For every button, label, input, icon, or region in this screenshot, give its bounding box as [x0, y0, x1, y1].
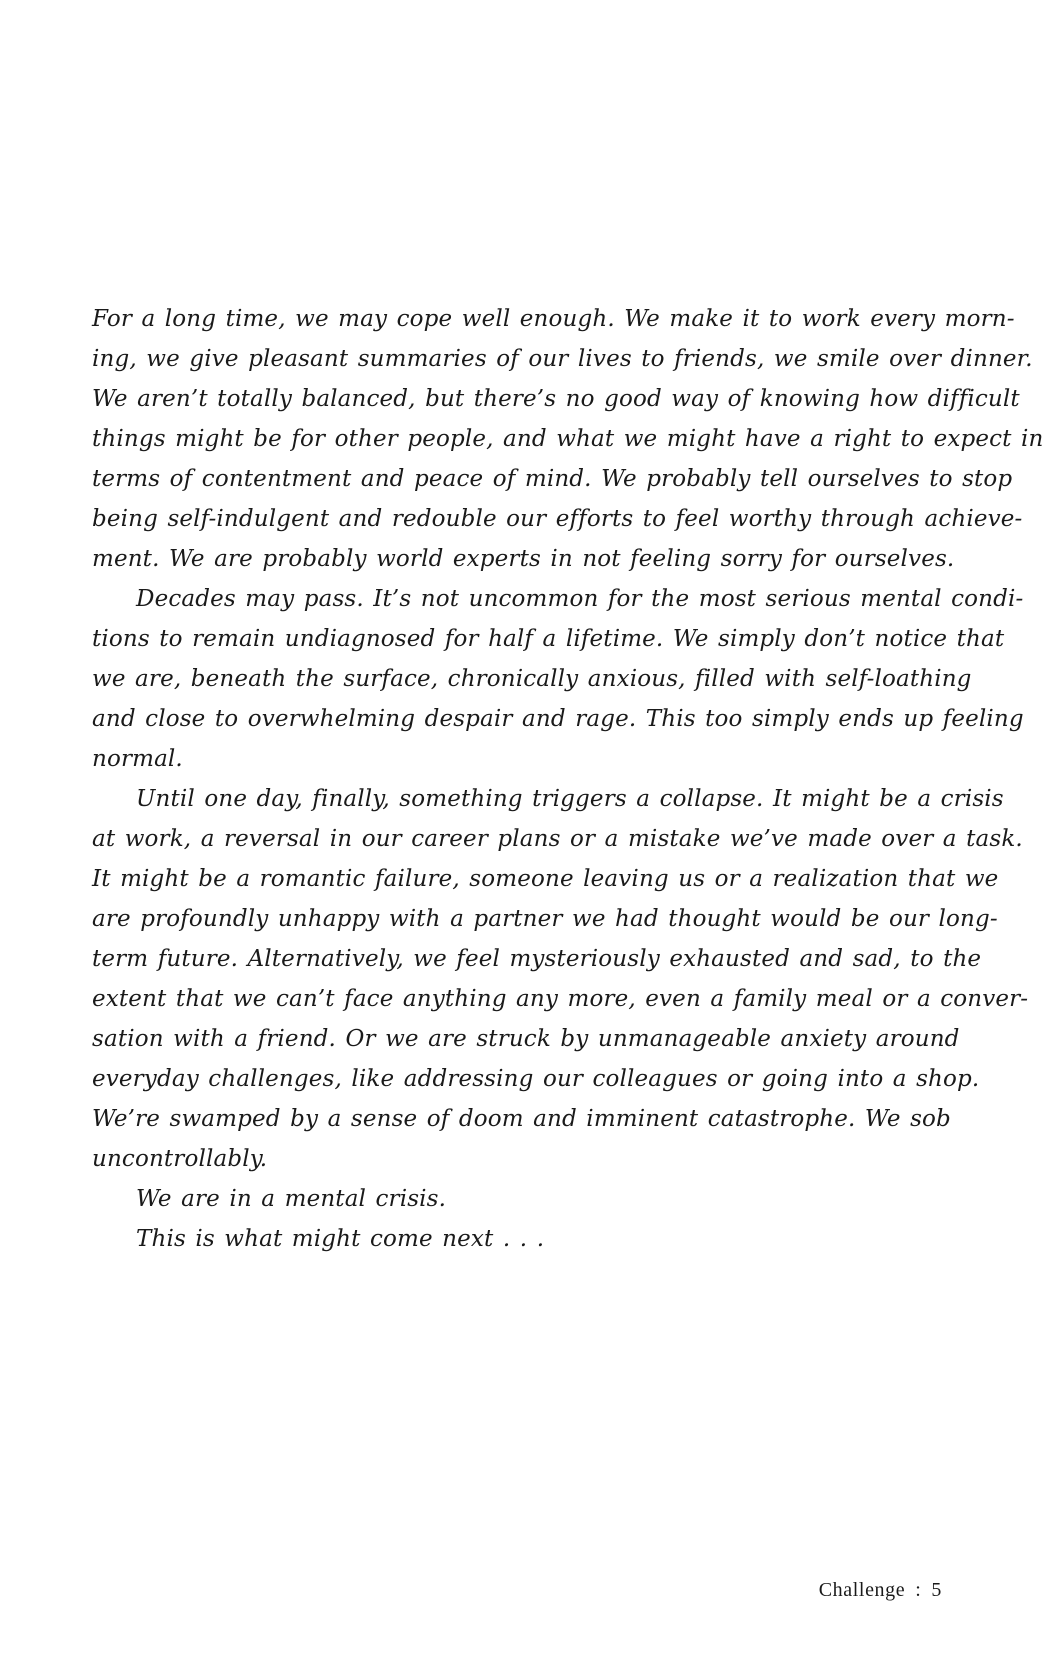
text-line: We aren’t totally balanced, but there’s no good way of knowing how difficult — [92, 386, 1020, 412]
text-line: We are in a mental crisis. — [136, 1186, 447, 1212]
text-line: ing, we give pleasant summaries of our lives to friends, we smile over dinner. — [92, 346, 1033, 372]
text-line: and close to overwhelming despair and rage. This too simply ends up feeling — [92, 706, 1024, 732]
page-number: 5 — [931, 1579, 942, 1601]
text-line: at work, a reversal in our career plans or a mistake we’ve made over a task. — [92, 826, 1023, 852]
body-text — [92, 299, 1044, 1259]
text-line: everyday challenges, like addressing our colleagues or going into a shop. — [92, 1066, 980, 1092]
text-line: things might be for other people, and what we might have a right to expect in — [92, 426, 1044, 452]
footer-separator: : — [915, 1579, 922, 1601]
text-line: are profoundly unhappy with a partner we had thought would be our long- — [92, 906, 998, 932]
text-line: It might be a romantic failure, someone leaving us or a realization that we — [92, 866, 999, 892]
text-line: being self-indulgent and redouble our efforts to feel worthy through achieve- — [92, 506, 1023, 532]
text-line: Until one day, finally, something triggers a collapse. It might be a crisis — [136, 786, 1004, 812]
text-line: extent that we can’t face anything any more, even a family meal or a conver- — [92, 986, 1029, 1012]
text-line: ment. We are probably world experts in not feeling sorry for ourselves. — [92, 546, 955, 572]
page-footer — [819, 1579, 942, 1602]
text-line: For a long time, we may cope well enough. We make it to work every morn- — [92, 306, 1015, 332]
text-line: term future. Alternatively, we feel mysteriously exhausted and sad, to the — [92, 946, 982, 972]
text-line: normal. — [92, 746, 183, 772]
text-line: terms of contentment and peace of mind. We probably tell ourselves to stop — [92, 466, 1013, 492]
text-line: tions to remain undiagnosed for half a lifetime. We simply don’t notice that — [92, 626, 1005, 652]
text-line: We’re swamped by a sense of doom and imminent catastrophe. We sob — [92, 1106, 951, 1132]
text-line: sation with a friend. Or we are struck by unmanageable anxiety around — [92, 1026, 960, 1052]
section-title: Challenge — [818, 1579, 906, 1601]
text-line: we are, beneath the surface, chronically anxious, filled with self-loathing — [92, 666, 972, 692]
text-line: Decades may pass. It’s not uncommon for the most serious mental condi- — [136, 586, 1024, 612]
text-line: uncontrollably. — [92, 1146, 268, 1172]
text-line: This is what might come next . . . — [136, 1226, 545, 1252]
